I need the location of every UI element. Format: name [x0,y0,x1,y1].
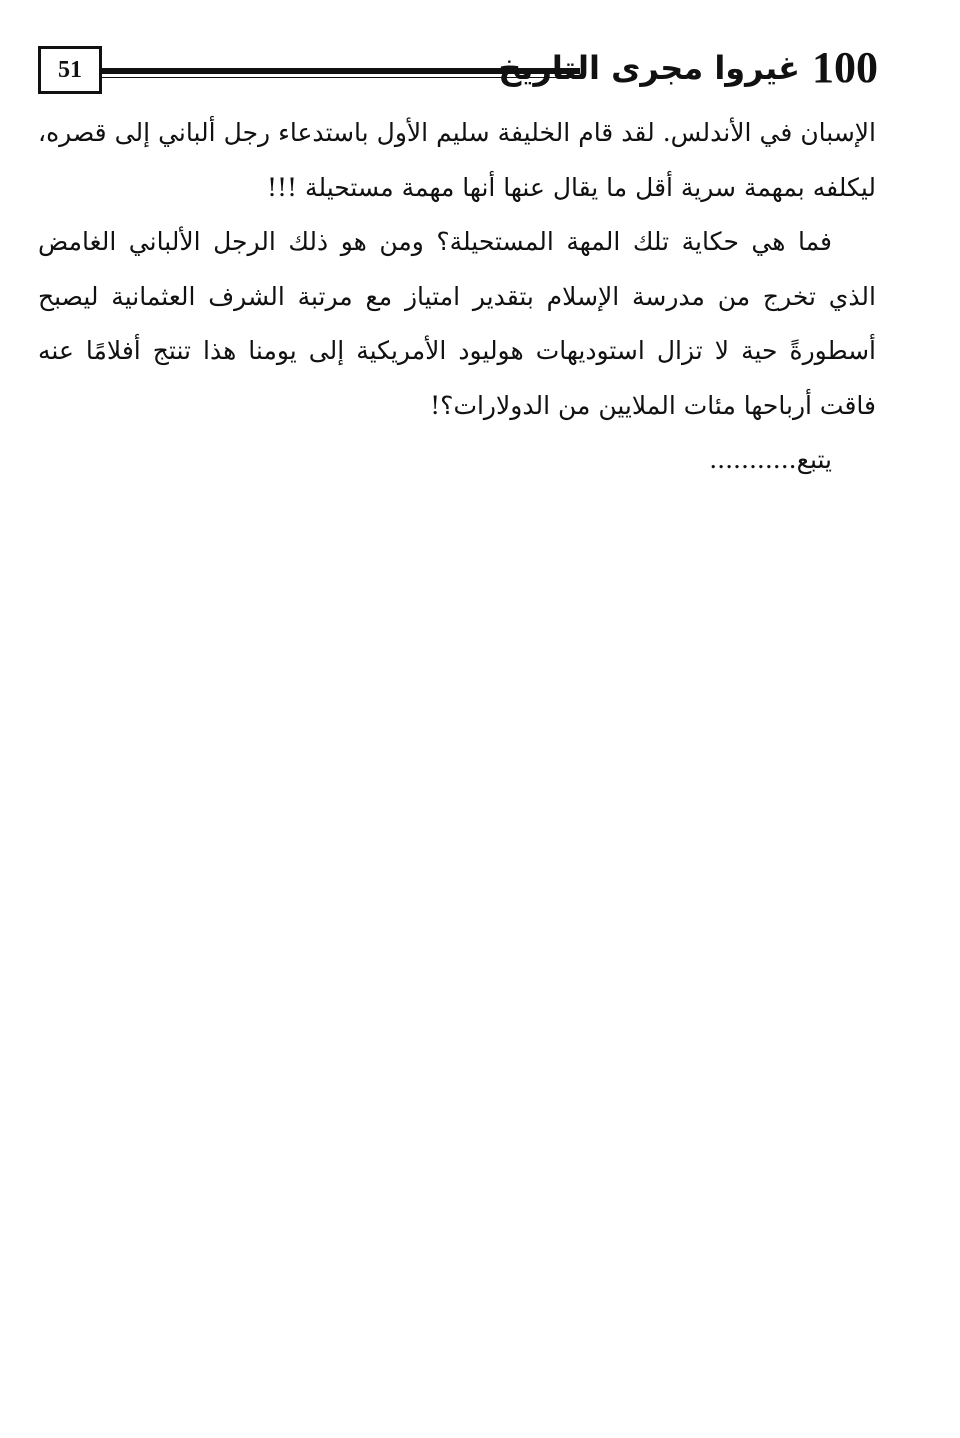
page-body [38,106,876,488]
page-header [38,38,878,98]
paragraph-2: فما هي حكاية تلك المهة المستحيلة؟ ومن هو ذلك الرجل الألباني الغامض الذي تخرج من مدرسة الإسلام بتقدير امتياز مع مرتبة الشرف العثمانية ليصبح أسطورةً حية لا تزال استوديهات هوليود الأمريكية إلى يومنا هذا تنتج أفلامًا عنه فاقت أرباحها مئات الملايين من الدولارات؟! [38,227,876,420]
book-title: غيروا مجرى التاريخ [498,49,800,87]
page-number: 51 [38,46,102,94]
continued-note: يتبع........... [709,445,832,474]
running-title [498,38,878,98]
book-number: 100 [812,43,878,92]
paragraph-1: الإسبان في الأندلس. لقد قام الخليفة سليم الأول باستدعاء رجل ألباني إلى قصره، ليكلفه بمهمة سرية أقل ما يقال عنها أنها مهمة مستحيلة !!! [38,118,876,202]
